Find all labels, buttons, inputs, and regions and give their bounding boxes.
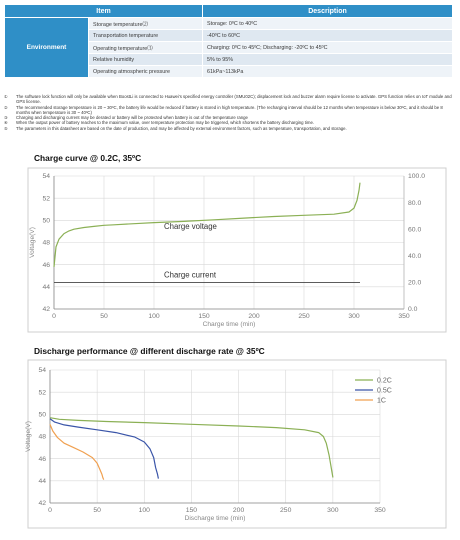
x-tick-label: 0 <box>52 313 56 320</box>
header-description: Description <box>203 5 453 18</box>
x-tick-label: 150 <box>198 313 210 320</box>
footnote-text: The software lock function will only be available when BoostLi is connected to Huawei's specified energy controller (SMU02C); displacement lock and buzzer alarm require license to activate. GPS function relies on IoT module and GPS license. <box>16 94 452 105</box>
y-axis-label: Voltage(V) <box>25 421 32 452</box>
x-tick-label: 200 <box>232 507 245 514</box>
row-description: Charging: 0ºC to 45ºC; Discharging: -20ºC to 45ºC <box>203 42 453 54</box>
y-tick-label: 44 <box>42 284 50 292</box>
x-tick-label: 50 <box>93 507 101 514</box>
row-description: Storage: 0ºC to 40ºC <box>203 18 453 30</box>
footnotes <box>4 94 454 131</box>
y2-tick-label: 0.0 <box>408 306 418 314</box>
footnote-text: When the output power of battery reaches to the maximum value, over temperature protection may be triggered, which shortens the battery discharging time. <box>16 120 315 126</box>
label-charge-voltage: Charge voltage <box>164 222 217 232</box>
discharge-chart-title: Discharge performance @ different discharge rate @ 35ºC <box>34 346 265 356</box>
footnote-text: The recommended storage temperature is 20 ~ 30ºC, the battery life would be reduced if battery is stored in high temperature. (The recharging interval should be 12 months when temperature is below 30ºC, and it should be 8 months when temperature is 30 ~ 40ºC) <box>16 104 443 115</box>
y-tick-label: 46 <box>42 261 50 269</box>
x-tick-label: 100 <box>148 313 160 320</box>
row-item: Relative humidity <box>89 54 203 66</box>
row-item: Storage temperature⑵ <box>89 18 203 30</box>
footnote-text: The parameters in this datasheet are based on the date of production, and may be affected by external environment factors, such as temperature, transportation, and storage. <box>16 125 347 131</box>
environment-spec-table <box>4 4 453 78</box>
y-tick-label: 52 <box>42 195 50 203</box>
legend-label: 1C <box>377 397 386 405</box>
y2-tick-label: 80.0 <box>408 199 422 207</box>
y-axis-label: Voltage(V) <box>29 227 36 258</box>
y-tick-label: 42 <box>38 500 46 508</box>
y-tick-label: 44 <box>38 478 46 486</box>
x-tick-label: 0 <box>48 507 52 514</box>
row-description: -40ºC to 60ºC <box>203 30 453 42</box>
x-tick-label: 350 <box>374 507 386 514</box>
table-header-row <box>5 5 453 18</box>
row-item: Transportation temperature <box>89 30 203 42</box>
x-tick-label: 150 <box>185 507 198 514</box>
footnote-marker: ③ <box>4 115 8 121</box>
x-tick-label: 350 <box>398 313 410 320</box>
footnote <box>4 105 454 116</box>
x-axis-label: Discharge time (min) <box>184 515 246 522</box>
footnote-marker: ④ <box>4 120 8 126</box>
footnote-marker: ① <box>4 94 8 99</box>
footnote-marker: ⑤ <box>4 125 8 131</box>
row-description: 61kPa~113kPa <box>203 66 453 78</box>
y-tick-label: 42 <box>42 306 50 314</box>
x-axis-label: Charge time (min) <box>202 321 256 328</box>
y-tick-label: 46 <box>38 455 46 463</box>
x-tick-label: 300 <box>348 313 360 320</box>
footnote-text: Charging and discharging current may be derated or battery will be protected when battery is out of the temperature range <box>16 115 248 121</box>
legend-label: 0.5C <box>377 387 392 395</box>
row-item: Operating atmospheric pressure <box>89 66 203 78</box>
x-tick-label: 50 <box>100 313 108 320</box>
x-tick-label: 100 <box>138 507 150 514</box>
header-item: Item <box>5 5 203 18</box>
row-description: 5% to 95% <box>203 54 453 66</box>
x-tick-label: 250 <box>280 507 292 514</box>
group-environment: Environment <box>5 18 89 78</box>
row-item: Operating temperature⑶ <box>89 42 203 54</box>
x-tick-label: 200 <box>248 313 260 320</box>
charge-chart-title: Charge curve @ 0.2C, 35ºC <box>34 153 142 163</box>
y-tick-label: 52 <box>38 389 46 397</box>
y-tick-label: 54 <box>42 173 50 181</box>
chart-frame <box>28 168 446 332</box>
x-tick-label: 250 <box>298 313 310 320</box>
y-tick-label: 54 <box>38 367 46 375</box>
y-tick-label: 50 <box>42 217 50 225</box>
footnote <box>4 94 454 105</box>
y2-tick-label: 100.0 <box>408 173 426 181</box>
y2-tick-label: 20.0 <box>408 279 422 287</box>
y-tick-label: 50 <box>38 411 46 419</box>
legend-label: 0.2C <box>377 377 392 385</box>
y2-tick-label: 40.0 <box>408 253 422 260</box>
charge-curve-chart <box>0 166 460 336</box>
discharge-performance-chart <box>0 358 460 532</box>
footnote-marker: ② <box>4 104 8 110</box>
label-charge-current: Charge current <box>164 270 217 280</box>
y-tick-label: 48 <box>42 239 50 247</box>
x-tick-label: 300 <box>327 507 339 514</box>
y-tick-label: 48 <box>38 433 46 441</box>
table-row <box>5 18 453 30</box>
footnote <box>4 126 454 131</box>
y2-tick-label: 60.0 <box>408 226 422 234</box>
